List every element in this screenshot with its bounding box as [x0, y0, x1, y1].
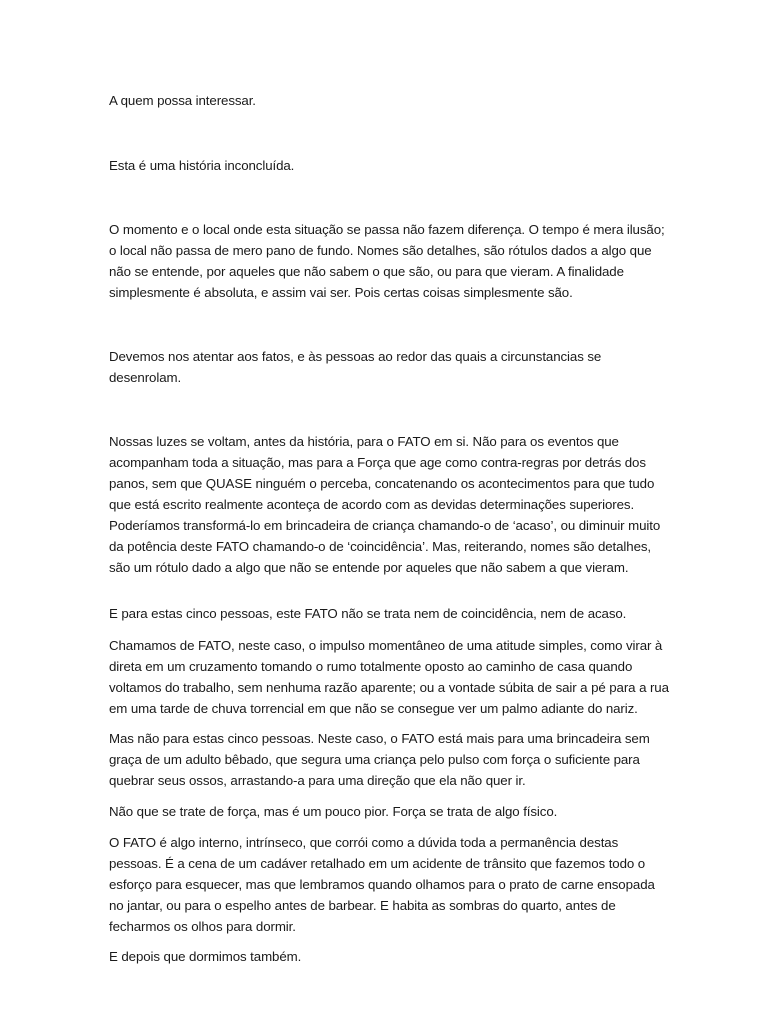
paragraph-facts: Devemos nos atentar aos fatos, e às pessoas ao redor das quais a circunstancias se desenrolam. — [109, 349, 602, 385]
paragraph-force: Não que se trate de força, mas é um pouco pior. Força se trata de algo físico. — [109, 804, 558, 819]
paragraph-internal: O FATO é algo interno, intrínseco, que corrói como a dúvida toda a permanência destas pessoas. É a cena de um cadáver retalhado em um acidente de trânsito que fazemos todo o esforço para esquecer, mas que lembramos quando olhamos para o prato de carne ensopada no jantar, ou para o espelho antes de barbear. E habita as sombras do quarto, antes de fecharmos os olhos para dormir. — [109, 835, 655, 934]
intro-paragraph: Esta é uma história inconcluída. — [109, 158, 295, 173]
paragraph-definition: Chamamos de FATO, neste caso, o impulso momentâneo de uma atitude simples, como virar à direta em um cruzamento tomando o rumo totalmente oposto ao caminho de casa quando voltamos do trabalho, sem nenhuma razão aparente; ou a vontade súbita de sair a pé para a rua em uma tarde de chuva torrencial em que não se consegue ver um palmo adiante do nariz. — [109, 638, 669, 716]
paragraph-the-fact: Nossas luzes se voltam, antes da história, para o FATO em si. Não para os eventos que acompanham toda a situação, mas para a Força que age como contra-regras por detrás dos panos, sem que QUASE ninguém o perceba, concatenando os acontecimentos para que tudo que está escrito realmente aconteça de acordo com as devidas determinações superiores. Poderíamos transformá-lo em brincadeira de criança chamando-o de ‘acaso’, ou diminuir muito da potência deste FATO chamando-o de ‘coincidência’. Mas, reiterando, nomes são detalhes, são um rótulo dado a algo que não se entende por aqueles que não sabem a que vieram. — [109, 434, 661, 575]
salutation-paragraph: A quem possa interessar. — [109, 93, 256, 108]
closing-paragraph: E depois que dormimos também. — [109, 949, 302, 964]
paragraph-five-people: E para estas cinco pessoas, este FATO não se trata nem de coincidência, nem de acaso. — [109, 606, 627, 621]
paragraph-drunk-adult: Mas não para estas cinco pessoas. Neste caso, o FATO está mais para uma brincadeira sem graça de um adulto bêbado, que segura uma criança pelo pulso com força o suficiente para quebrar seus ossos, arrastando-a para uma direção que ela não quer ir. — [109, 731, 650, 788]
paragraph-time-and-place: O momento e o local onde esta situação se passa não fazem diferença. O tempo é mera ilusão; o local não passa de mero pano de fundo. Nomes são detalhes, são rótulos dados a algo que não se entende, por aqueles que não sabem o que são, ou para que vieram. A finalidade simplesmente é absoluta, e assim vai ser. Pois certas coisas simplesmente são. — [109, 222, 665, 300]
